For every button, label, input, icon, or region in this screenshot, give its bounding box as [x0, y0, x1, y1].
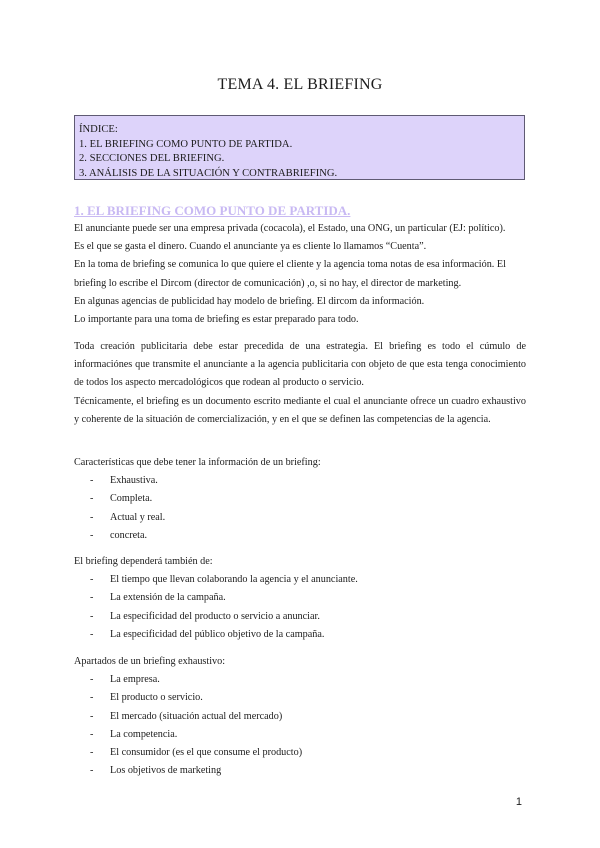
paragraph: Técnicamente, el briefing es un documento escrito mediante el cual el anunciante ofrece un cuadro exhaustivo y coherente de la situación de comercialización, y en el que se definen las competencias de la agencia.	[74, 395, 526, 425]
paragraph: Toda creación publicitaria debe estar precedida de una estrategia. El briefing es todo el cúmulo de informaciónes que transmite el anunciante a la agencia publicitaria con objeto de que esta tenga conocimiento de todos los aspecto mercadológicos que rodean al producto o servicio.	[74, 341, 526, 389]
list-lead: Características que debe tener la información de un briefing:	[74, 457, 321, 468]
list-dash: -	[90, 674, 94, 686]
list-item	[74, 527, 526, 545]
list-item-text: El mercado (situación actual del mercado)	[110, 710, 283, 722]
list-item-text: El tiempo que llevan colaborando la agencia y el anunciante.	[110, 574, 358, 586]
characteristics-list	[74, 472, 526, 545]
list-item-text: concreta.	[110, 529, 148, 541]
list-dash: -	[90, 511, 94, 523]
list-item	[74, 744, 526, 762]
list-lead: El briefing dependerá también de:	[74, 556, 213, 567]
list-dash: -	[90, 574, 94, 586]
intro-line: En algunas agencias de publicidad hay modelo de briefing. El dircom da información.	[74, 295, 425, 307]
intro-line: El anunciante puede ser una empresa privada (cocacola), el Estado, una ONG, un particular (EJ: político).	[74, 223, 506, 234]
list-item	[74, 490, 526, 508]
list-lead: Apartados de un briefing exhaustivo:	[74, 656, 226, 667]
list-item-text: El producto o servicio.	[110, 692, 203, 704]
list-item-text: La especificidad del público objetivo de la campaña.	[110, 628, 325, 640]
list-item	[74, 589, 526, 607]
sections-list	[74, 671, 526, 780]
list-dash: -	[90, 692, 94, 704]
characteristics-block	[74, 454, 526, 545]
list-item	[74, 762, 526, 780]
list-item	[74, 726, 526, 744]
index-item: 2. SECCIONES DEL BRIEFING.	[79, 153, 225, 164]
list-item-text: La extensión de la campaña.	[110, 592, 226, 604]
list-item	[74, 472, 526, 490]
list-item-text: Completa.	[110, 493, 153, 505]
intro-block	[74, 220, 526, 329]
definition-block	[74, 338, 526, 429]
list-item-text: Actual y real.	[110, 511, 166, 523]
list-item-text: Exhaustiva.	[110, 475, 158, 487]
list-dash: -	[90, 628, 94, 640]
list-item	[74, 608, 526, 626]
list-dash: -	[90, 592, 94, 604]
list-item	[74, 671, 526, 689]
intro-line: briefing lo escribe el Dircom (director de comunicación) ,o, si no hay, el director de marketing.	[74, 277, 462, 289]
list-dash: -	[90, 610, 94, 622]
index-item: 1. EL BRIEFING COMO PUNTO DE PARTIDA.	[79, 138, 293, 150]
document-title: TEMA 4. EL BRIEFING	[217, 76, 383, 93]
list-dash: -	[90, 747, 94, 759]
intro-line: Lo importante para una toma de briefing es estar preparado para todo.	[74, 314, 359, 326]
list-item	[74, 708, 526, 726]
list-dash: -	[90, 475, 94, 487]
intro-line: En la toma de briefing se comunica lo que quiere el cliente y la agencia toma notas de esa información. El	[74, 259, 506, 271]
list-item	[74, 626, 526, 644]
list-item	[74, 689, 526, 707]
intro-line: Es el que se gasta el dinero. Cuando el anunciante ya es cliente lo llamamos “Cuenta”.	[74, 241, 427, 253]
index-heading: ÍNDICE:	[79, 124, 118, 135]
list-dash: -	[90, 765, 94, 777]
index-item: 3. ANÁLISIS DE LA SITUACIÓN Y CONTRABRIEFING.	[79, 167, 338, 179]
sections-block	[74, 653, 526, 780]
depends-list	[74, 571, 526, 644]
list-item-text: La competencia.	[110, 728, 178, 740]
section-heading: 1. EL BRIEFING COMO PUNTO DE PARTIDA.	[74, 203, 351, 218]
index-box	[74, 115, 525, 180]
list-item-text: La empresa.	[110, 674, 160, 686]
list-dash: -	[90, 710, 94, 722]
list-item	[74, 509, 526, 527]
list-item-text: La especificidad del producto o servicio a anunciar.	[110, 610, 320, 622]
page-number: 1	[515, 796, 522, 808]
list-item-text: El consumidor (es el que consume el producto)	[110, 747, 303, 759]
list-item	[74, 571, 526, 589]
depends-block	[74, 553, 526, 644]
list-item-text: Los objetivos de marketing	[110, 765, 222, 777]
list-dash: -	[90, 493, 94, 505]
list-dash: -	[90, 728, 94, 740]
list-dash: -	[90, 529, 94, 541]
